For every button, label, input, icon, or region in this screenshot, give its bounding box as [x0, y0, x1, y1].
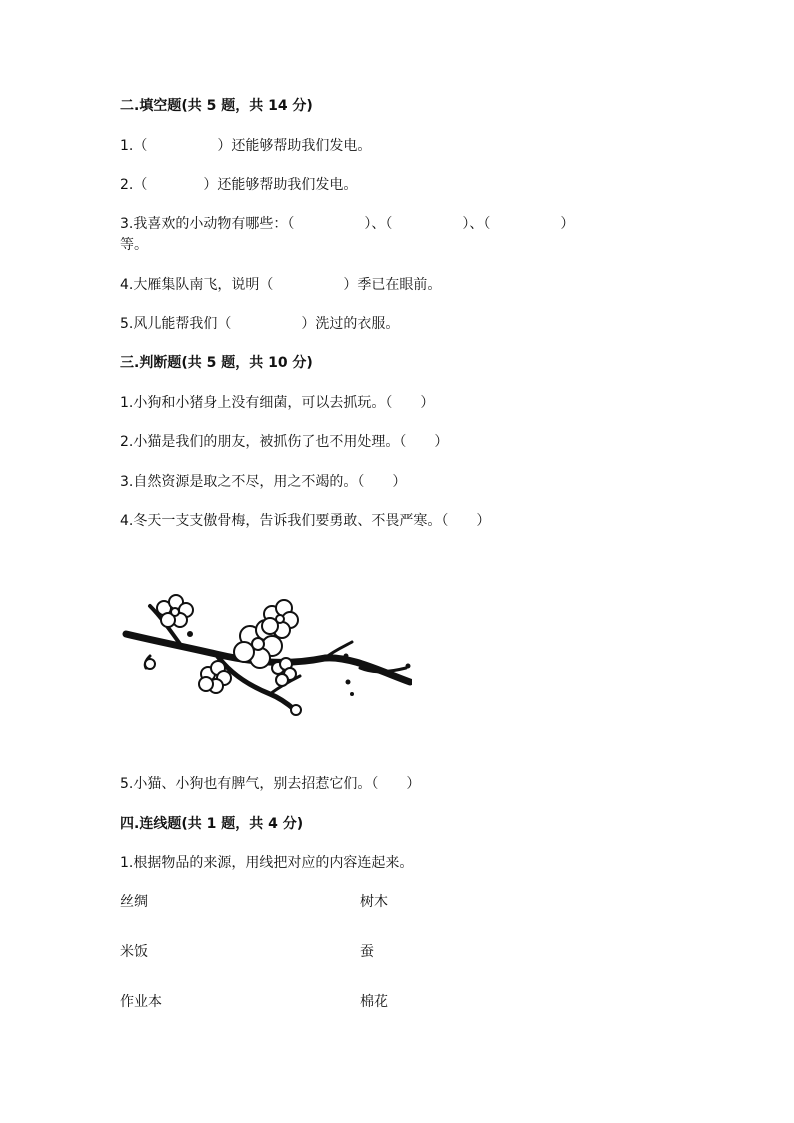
match-left-item: 丝绸: [120, 894, 148, 910]
match-right-item: 树木: [360, 894, 388, 910]
judge-question-3: 3.自然资源是取之不尽，用之不竭的。（ ）: [120, 474, 407, 490]
fill-question-4: 4.大雁集队南飞，说明（ ）季已在眼前。: [120, 277, 442, 293]
judge-question-1: 1.小狗和小猪身上没有细菌，可以去抓玩。（ ）: [120, 395, 435, 411]
section-2-heading: 二.填空题(共 5 题，共 14 分): [120, 98, 313, 114]
match-left-item: 米饭: [120, 944, 148, 960]
fill-question-3-continued: 等。: [120, 237, 148, 253]
match-left-item: 作业本: [120, 994, 162, 1010]
fill-question-3: 3.我喜欢的小动物有哪些：（ ）、（ ）、（ ）: [120, 216, 575, 232]
section-4-heading: 四.连线题(共 1 题，共 4 分): [120, 816, 304, 832]
judge-question-4: 4.冬天一支支傲骨梅，告诉我们要勇敢、不畏严寒。（ ）: [120, 513, 491, 529]
section-3-heading: 三.判断题(共 5 题，共 10 分): [120, 355, 313, 371]
plum-blossom-illustration: [120, 586, 412, 734]
fill-question-5: 5.风儿能帮我们（ ）洗过的衣服。: [120, 316, 400, 332]
fill-question-2: 2.（ ）还能够帮助我们发电。: [120, 177, 358, 193]
judge-question-2: 2.小猫是我们的朋友，被抓伤了也不用处理。（ ）: [120, 434, 449, 450]
match-right-item: 棉花: [360, 994, 388, 1010]
match-question-1: 1.根据物品的来源，用线把对应的内容连起来。: [120, 855, 414, 871]
fill-question-1: 1.（ ）还能够帮助我们发电。: [120, 138, 372, 154]
judge-question-5: 5.小猫、小狗也有脾气，别去招惹它们。（ ）: [120, 776, 421, 792]
match-right-item: 蚕: [360, 944, 374, 960]
